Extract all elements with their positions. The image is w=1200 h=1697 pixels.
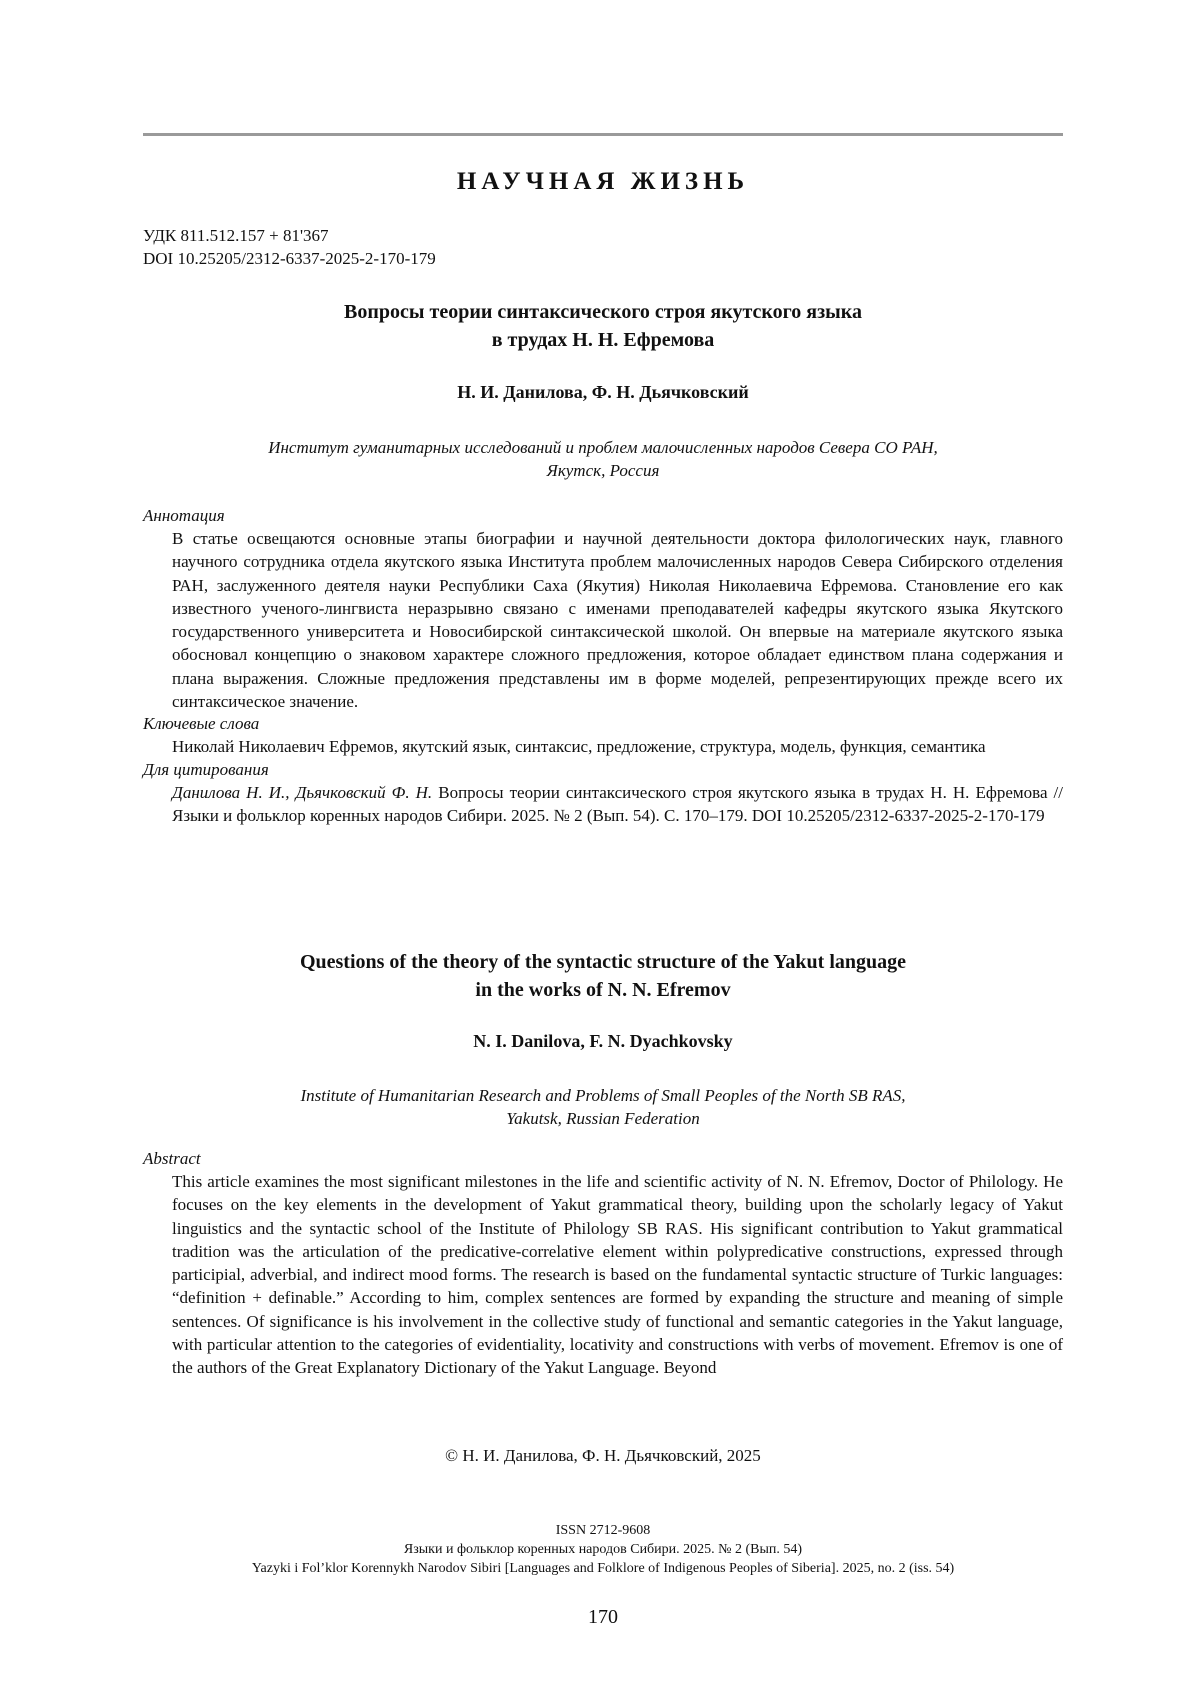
authors-ru: Н. И. Данилова, Ф. Н. Дьячковский (457, 382, 749, 402)
page-number: 170 (588, 1606, 618, 1628)
affiliation-en (143, 1084, 1063, 1130)
annotation-label: Аннотация (143, 506, 225, 525)
keywords-label: Ключевые слова (143, 714, 260, 734)
article-title-ru (143, 298, 1063, 354)
citation-authors: Данилова Н. И., Дьячковский Ф. Н. (172, 782, 433, 802)
citation-text (143, 781, 1063, 828)
citation-label: Для цитирования (143, 759, 269, 779)
affiliation-ru-line-1: Институт гуманитарных исследований и проблем малочисленных народов Севера СО РАН, (268, 438, 938, 457)
doi-code: DOI 10.25205/2312-6337-2025-2-170-179 (143, 249, 436, 268)
affiliation-ru-line-2: Якутск, Россия (546, 461, 660, 480)
footer-journal-en: Yazyki i Fol’klor Korennykh Narodov Sibiri [Languages and Folklore of Indigenous Peoples of Siberia]. 2025, no. 2 (iss. 54) (251, 1561, 955, 1576)
affiliation-en-line-2: Yakutsk, Russian Federation (506, 1109, 700, 1128)
journal-footer (143, 1521, 1063, 1578)
copyright-notice: © Н. И. Данилова, Ф. Н. Дьячковский, 2025 (445, 1446, 761, 1465)
title-en-line-1: Questions of the theory of the syntactic structure of the Yakut language (299, 951, 907, 973)
title-en-line-2: in the works of N. N. Efremov (475, 979, 731, 1001)
footer-journal-ru: Языки и фольклор коренных народов Сибири. 2025. № 2 (Вып. 54) (403, 1542, 803, 1557)
abstract-block (143, 1148, 1063, 1380)
citation-body: Вопросы теории синтаксического строя якутского языка в трудах Н. Н. Ефремова // Языки и фольклор коренных народов Сибири. 2025. № 2 (Вып. 54). С. 170–179. (172, 782, 1063, 825)
title-ru-line-1: Вопросы теории синтаксического строя якутского языка (344, 301, 862, 323)
top-rule (143, 133, 1063, 136)
title-ru-line-2: в трудах Н. Н. Ефремова (491, 329, 715, 351)
annotation-text: В статье освещаются основные этапы биографии и научной деятельности доктора филологических наук, главного научного сотрудника отдела якутского языка Института проблем малочисленных народов Севера Сибирского отделения РАН, заслуженного деятеля науки Республики Саха (Якутия) Николая Николаевича Ефремова. Становление его как известного ученого-лингвиста неразрывно связано с именами преподавателей кафедры якутского языка Якутского государственного университета и Новосибирской синтаксической школой. Он впервые на материале якутского языка обосновал концепцию о знаковом характере сложного предложения, которое обладает единством плана содержания и плана выражения. Сложные предложения представлены им в форме моделей, репрезентирующих прежде всего их синтаксическое значение. (172, 529, 1063, 712)
annotation-block (143, 505, 1063, 827)
section-title: НАУЧНАЯ ЖИЗНЬ (456, 168, 750, 195)
abstract-text: This article examines the most significant milestones in the life and scientific activity of N. N. Efremov, Doctor of Philology. He focuses on the key elements in the development of Yakut grammatical theory, building upon the scholarly legacy of Yakut linguistics and the syntactic school of the Institute of Philology SB RAS. His significant contribution to Yakut grammatical tradition was the articulation of the predicative-correlative element within polypredicative constructions, expressed through participial, adverbial, and indirect mood forms. The research is based on the fundamental syntactic structure of Turkic languages: “definition + definable.” According to him, complex sentences are formed by expanding the structure and meaning of simple sentences. Of significance is his involvement in the collective study of functional and semantic categories in the Yakut language, with particular attention to the categories of evidentiality, locativity and constructions with verbs of movement. Efremov is one of the authors of the Great Explanatory Dictionary of the Yakut Language. Beyond (172, 1172, 1063, 1378)
affiliation-en-line-1: Institute of Humanitarian Research and Problems of Small Peoples of the North SB RAS, (300, 1086, 906, 1105)
udk-doi-block (143, 224, 436, 270)
footer-issn: ISSN 2712-9608 (555, 1523, 651, 1538)
citation-doi: DOI 10.25205/2312-6337-2025-2-170-179 (751, 805, 1045, 825)
article-title-en (143, 948, 1063, 1004)
affiliation-ru (143, 436, 1063, 482)
authors-en: N. I. Danilova, F. N. Dyachkovsky (473, 1031, 733, 1051)
abstract-label: Abstract (143, 1149, 201, 1168)
udk-code: УДК 811.512.157 + 81'367 (143, 226, 329, 245)
keywords-text: Николай Николаевич Ефремов, якутский язык, синтаксис, предложение, структура, модель, функция, семантика (172, 737, 986, 757)
